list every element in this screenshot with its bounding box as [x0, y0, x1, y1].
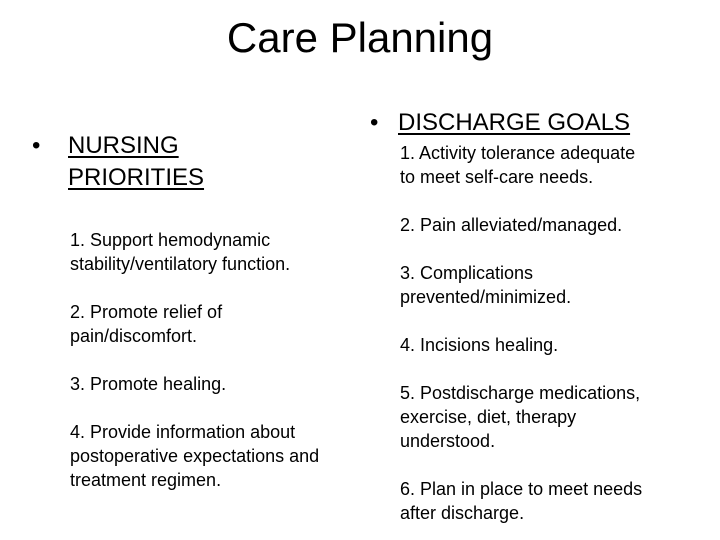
slide-title: Care Planning	[226, 14, 494, 61]
item-line: 5. Postdischarge medications,	[400, 383, 641, 403]
list-item	[70, 420, 350, 492]
item-line: to meet self-care needs.	[400, 167, 594, 187]
list-item	[400, 261, 708, 309]
item-line: 1. Activity tolerance adequate	[400, 143, 636, 163]
item-line: exercise, diet, therapy	[400, 407, 577, 427]
item-line: understood.	[400, 431, 496, 451]
nursing-priorities-section	[30, 130, 350, 492]
item-line: 3. Complications	[400, 263, 534, 283]
bullet-icon: •	[370, 109, 379, 136]
item-line: 4. Provide information about	[70, 422, 296, 442]
list-item	[70, 228, 350, 276]
list-item	[70, 300, 350, 348]
heading-line: PRIORITIES	[68, 164, 205, 191]
item-line: treatment regimen.	[70, 470, 222, 490]
list-item	[400, 477, 708, 525]
item-line: postoperative expectations and	[70, 446, 320, 466]
discharge-goals-list	[400, 141, 708, 525]
item-line: 4. Incisions healing.	[400, 335, 559, 355]
item-line: pain/discomfort.	[70, 326, 198, 346]
nursing-priorities-heading	[30, 130, 350, 194]
item-line: 2. Pain alleviated/managed.	[400, 215, 623, 235]
discharge-goals-section	[368, 107, 708, 525]
list-item	[400, 333, 708, 357]
nursing-priorities-heading-text	[68, 130, 204, 194]
item-line: 6. Plan in place to meet needs	[400, 479, 643, 499]
discharge-goals-heading-text: DISCHARGE GOALS	[398, 109, 631, 136]
list-item	[400, 381, 708, 453]
list-item	[400, 141, 708, 189]
item-line: prevented/minimized.	[400, 287, 572, 307]
heading-line: NURSING	[68, 132, 179, 159]
list-item	[70, 372, 350, 396]
item-line: 1. Support hemodynamic	[70, 230, 271, 250]
bullet-icon: •	[32, 132, 41, 159]
item-line: 2. Promote relief of	[70, 302, 223, 322]
discharge-goals-heading	[368, 107, 708, 139]
nursing-priorities-list	[70, 228, 350, 492]
item-line: 3. Promote healing.	[70, 374, 227, 394]
item-line: after discharge.	[400, 503, 525, 523]
list-item	[400, 213, 708, 237]
item-line: stability/ventilatory function.	[70, 254, 291, 274]
